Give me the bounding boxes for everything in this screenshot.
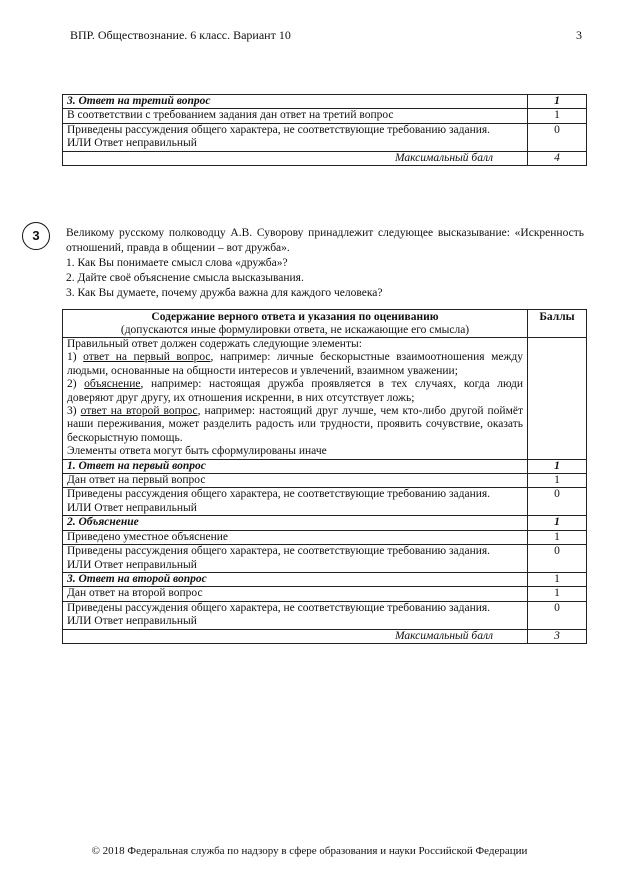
table-row xyxy=(63,530,587,544)
element-text: , например: личные бескорыстные взаимоотношения между людьми, основанные на общности интересов и увлечений, взаимном уважении; xyxy=(67,351,524,377)
criterion-score: 0 xyxy=(528,601,587,629)
element-key: ответ на первый вопрос xyxy=(83,351,211,364)
element-number: 1) xyxy=(67,351,77,364)
table-row xyxy=(63,459,587,473)
element-number: 2) xyxy=(67,378,77,391)
table-row xyxy=(63,516,587,530)
criterion-text xyxy=(63,123,528,151)
section-score: 1 xyxy=(528,459,587,473)
column-header-subtitle: (допускаются иные формулировки ответа, не искажающие его смысла) xyxy=(120,324,470,336)
criterion-text: В соответствии с требованием задания дан ответ на третий вопрос xyxy=(63,109,528,123)
section-score: 1 xyxy=(528,572,587,586)
criterion-line: ИЛИ Ответ неправильный xyxy=(67,615,197,628)
criterion-line: ИЛИ Ответ неправильный xyxy=(67,558,197,571)
criterion-score: 1 xyxy=(528,109,587,123)
table-row xyxy=(63,488,587,516)
task-question: 2. Дайте своё объяснение смысла высказывания. xyxy=(66,272,304,284)
page-header xyxy=(70,28,582,43)
document-title: ВПР. Обществознание. 6 класс. Вариант 10 xyxy=(70,28,291,42)
criterion-score: 1 xyxy=(528,587,587,601)
table-row xyxy=(63,151,587,165)
criterion-score: 1 xyxy=(528,530,587,544)
section-score: 1 xyxy=(528,95,587,109)
element-key: ответ на второй вопрос xyxy=(80,405,198,418)
table-row xyxy=(63,629,587,643)
max-score-label: Максимальный балл xyxy=(63,151,528,165)
table-row xyxy=(63,95,587,109)
table-row xyxy=(63,474,587,488)
section-title: 2. Объяснение xyxy=(63,516,528,530)
criterion-text: Дан ответ на второй вопрос xyxy=(63,587,528,601)
table-row xyxy=(63,545,587,573)
answer-intro: Правильный ответ должен содержать следующие элементы: xyxy=(67,338,362,350)
criterion-line: Приведены рассуждения общего характера, не соответствующие требованию задания. xyxy=(67,123,491,136)
criterion-score: 0 xyxy=(528,488,587,516)
task-statement xyxy=(66,226,584,301)
element-number: 3) xyxy=(67,405,77,418)
criterion-score: 1 xyxy=(528,474,587,488)
criterion-text xyxy=(63,488,528,516)
task-number-badge: 3 xyxy=(22,222,50,250)
empty-score-cell xyxy=(528,338,587,460)
table-row xyxy=(63,587,587,601)
criterion-line: ИЛИ Ответ неправильный xyxy=(67,501,197,514)
criterion-text: Приведено уместное объяснение xyxy=(63,530,528,544)
page-footer: © 2018 Федеральная служба по надзору в сфере образования и науки Российской Федерации xyxy=(91,845,528,857)
answer-outro: Элементы ответа могут быть сформулированы иначе xyxy=(67,445,327,458)
table-row xyxy=(63,572,587,586)
scoring-table-previous-task xyxy=(62,94,587,166)
criterion-line: ИЛИ Ответ неправильный xyxy=(67,137,197,150)
task-question: 1. Как Вы понимаете смысл слова «дружба»? xyxy=(66,257,288,269)
criterion-text: Дан ответ на первый вопрос xyxy=(63,474,528,488)
criterion-text xyxy=(63,601,528,629)
max-score-value: 4 xyxy=(528,151,587,165)
section-score: 1 xyxy=(528,516,587,530)
task-intro: Великому русскому полководцу А.В. Суворову принадлежит следующее высказывание: «Искренность отношений, правда в общении – вот дружба». xyxy=(66,227,584,254)
criterion-line: Приведены рассуждения общего характера, не соответствующие требованию задания. xyxy=(67,601,491,614)
column-header-title: Содержание верного ответа и указания по оцениванию xyxy=(151,311,439,323)
max-score-value: 3 xyxy=(528,629,587,643)
table-header-row xyxy=(63,310,587,338)
column-header-score: Баллы xyxy=(528,310,587,338)
criterion-line: Приведены рассуждения общего характера, не соответствующие требованию задания. xyxy=(67,488,491,501)
element-text: , например: настоящий друг лучше, чем кто-либо другой поймёт наши переживания, может разделить радость или трудности, проявить сочувствие, оказать бескорыстную помощь. xyxy=(67,405,523,444)
answer-elements xyxy=(63,338,528,460)
element-text: , например: настоящая дружба проявляется в тех случаях, когда люди доверяют друг другу, их отношения искренни, в них отсутствует ложь; xyxy=(67,378,523,404)
max-score-label: Максимальный балл xyxy=(63,629,528,643)
table-row xyxy=(63,338,587,460)
answer-element xyxy=(67,405,523,445)
answer-element xyxy=(67,378,523,405)
table-row xyxy=(63,601,587,629)
task-question: 3. Как Вы думаете, почему дружба важна для каждого человека? xyxy=(66,287,383,299)
criterion-line: Приведены рассуждения общего характера, не соответствующие требованию задания. xyxy=(67,545,491,558)
table-row xyxy=(63,123,587,151)
section-title: 3. Ответ на второй вопрос xyxy=(63,572,528,586)
answer-element xyxy=(67,351,523,378)
criterion-score: 0 xyxy=(528,545,587,573)
section-title: 1. Ответ на первый вопрос xyxy=(63,459,528,473)
section-title: 3. Ответ на третий вопрос xyxy=(63,95,528,109)
column-header-content xyxy=(63,310,528,338)
criterion-score: 0 xyxy=(528,123,587,151)
scoring-table-task-3 xyxy=(62,309,587,644)
criterion-text xyxy=(63,545,528,573)
page-number: 3 xyxy=(576,28,582,42)
table-row xyxy=(63,109,587,123)
element-key: объяснение xyxy=(84,378,141,391)
